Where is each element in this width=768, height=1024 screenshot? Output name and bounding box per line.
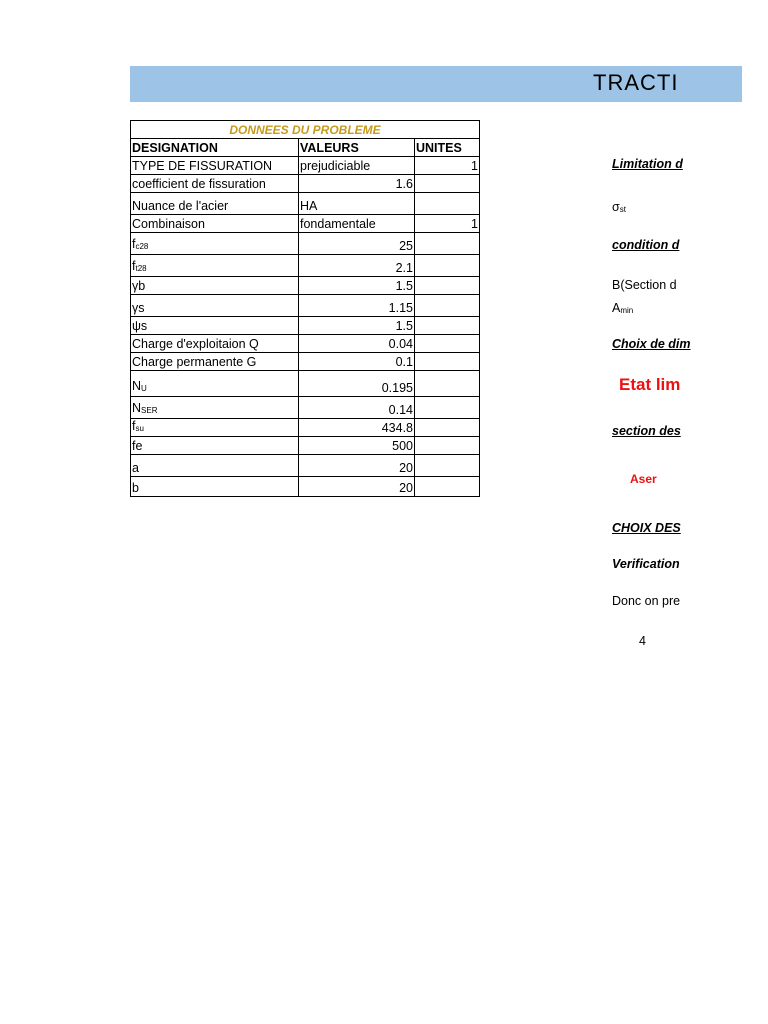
unit-cell <box>415 371 480 397</box>
table-row <box>131 335 480 353</box>
unit-cell <box>415 455 480 477</box>
table-row <box>131 397 480 419</box>
unit-cell <box>415 353 480 371</box>
value-cell: 500 <box>299 437 415 455</box>
aser-label: Aser <box>630 472 657 486</box>
section-b-label: B(Section d <box>612 278 677 292</box>
column-header-unites: UNITES <box>415 139 480 157</box>
table-row <box>131 193 480 215</box>
designation-cell: TYPE DE FISSURATION <box>131 157 299 175</box>
table-header-row <box>131 121 480 139</box>
value-cell: fondamentale <box>299 215 415 233</box>
value-cell: 1.5 <box>299 317 415 335</box>
table-row <box>131 175 480 193</box>
designation-cell: $N_{SER}$ <box>131 397 299 419</box>
designation-cell: Combinaison <box>131 215 299 233</box>
limitation-heading: Limitation d <box>612 157 683 171</box>
designation-cell: a <box>131 455 299 477</box>
value-cell: prejudiciable <box>299 157 415 175</box>
page-title: TRACTI <box>593 70 679 95</box>
problem-data-table <box>130 120 480 497</box>
value-cell: 25 <box>299 233 415 255</box>
value-cell: 0.14 <box>299 397 415 419</box>
designation-cell: $f_{su}$ <box>131 419 299 437</box>
unit-cell: 1 <box>415 215 480 233</box>
unit-cell <box>415 175 480 193</box>
table-row <box>131 277 480 295</box>
designation-cell: b <box>131 477 299 497</box>
value-cell: 0.195 <box>299 371 415 397</box>
unit-cell <box>415 295 480 317</box>
designation-cell: Nuance de l'acier <box>131 193 299 215</box>
value-cell: 20 <box>299 455 415 477</box>
table-row <box>131 455 480 477</box>
table-row <box>131 419 480 437</box>
column-header-designation: DESIGNATION <box>131 139 299 157</box>
designation-cell: fe <box>131 437 299 455</box>
column-header-valeurs: VALEURS <box>299 139 415 157</box>
section-des-heading: section des <box>612 424 681 438</box>
condition-heading: condition d <box>612 238 680 252</box>
unit-cell <box>415 477 480 497</box>
designation-cell: Charge permanente G <box>131 353 299 371</box>
table-row <box>131 371 480 397</box>
designation-cell: $f_{t28}$ <box>131 255 299 277</box>
etat-limite-heading: Etat lim <box>619 375 681 394</box>
table-row <box>131 353 480 371</box>
donc-text: Donc on pre <box>612 594 681 608</box>
value-cell: 20 <box>299 477 415 497</box>
table-row <box>131 477 480 497</box>
table-row <box>131 255 480 277</box>
designation-cell: γb <box>131 277 299 295</box>
verification-heading: Verification <box>612 557 680 571</box>
unit-cell <box>415 277 480 295</box>
designation-cell: coefficient de fissuration <box>131 175 299 193</box>
table-row <box>131 215 480 233</box>
choix-des-heading: CHOIX DES <box>612 521 681 535</box>
amin-label: $A_{min}$ <box>612 301 634 315</box>
table-row <box>131 437 480 455</box>
value-cell: 1.5 <box>299 277 415 295</box>
designation-cell: $N_U$ <box>131 371 299 397</box>
table-title: DONNEES DU PROBLEME <box>131 121 480 139</box>
column-header-row <box>131 139 480 157</box>
unit-cell <box>415 233 480 255</box>
value-cell: 2.1 <box>299 255 415 277</box>
value-cell: 1.6 <box>299 175 415 193</box>
table-row <box>131 317 480 335</box>
unit-cell <box>415 317 480 335</box>
unit-cell <box>415 419 480 437</box>
designation-cell: γs <box>131 295 299 317</box>
designation-cell: ψs <box>131 317 299 335</box>
number-value: 4 <box>639 634 646 648</box>
unit-cell <box>415 255 480 277</box>
unit-cell: 1 <box>415 157 480 175</box>
unit-cell <box>415 437 480 455</box>
right-column-clipped <box>605 140 691 700</box>
sigma-st-label: $\sigma_{st}$ <box>612 200 626 214</box>
designation-cell: Charge d'exploitaion Q <box>131 335 299 353</box>
unit-cell <box>415 335 480 353</box>
title-bar <box>130 66 742 102</box>
value-cell: 0.04 <box>299 335 415 353</box>
value-cell: 434.8 <box>299 419 415 437</box>
value-cell: 0.1 <box>299 353 415 371</box>
unit-cell <box>415 397 480 419</box>
designation-cell: $f_{c28}$ <box>131 233 299 255</box>
table-row <box>131 157 480 175</box>
unit-cell <box>415 193 480 215</box>
table-row <box>131 295 480 317</box>
choix-dimension-heading: Choix de dim <box>612 337 691 351</box>
table-row <box>131 233 480 255</box>
value-cell: HA <box>299 193 415 215</box>
value-cell: 1.15 <box>299 295 415 317</box>
